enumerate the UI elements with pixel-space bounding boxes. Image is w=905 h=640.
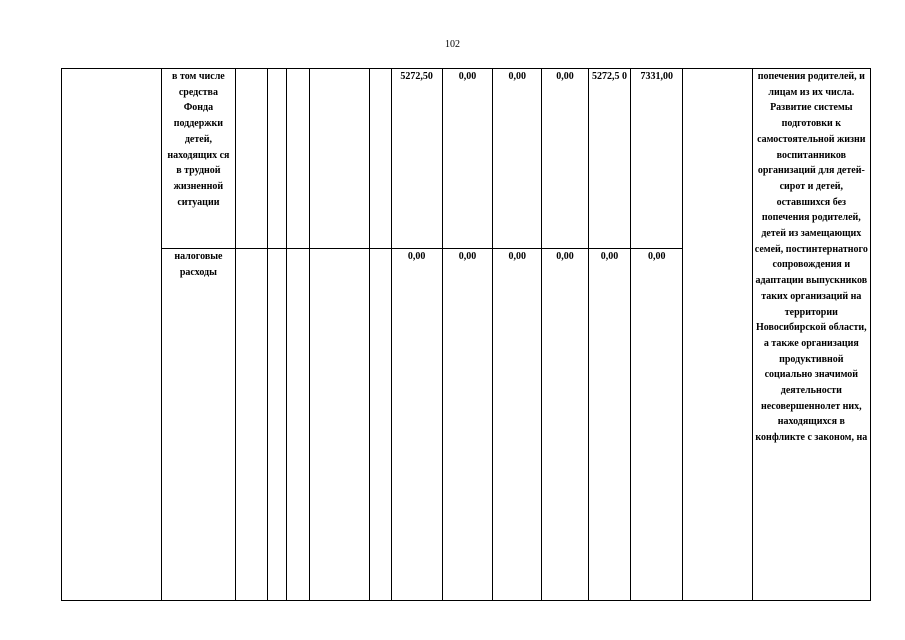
- program-name-cell: [62, 69, 162, 601]
- value-cell: 0,00: [631, 249, 683, 601]
- funding-source-cell: в том числе средства Фонда поддержки детей, находящих ся в трудной жизненной ситуации: [161, 69, 236, 249]
- empty-cell: [370, 69, 392, 249]
- empty-cell: [287, 249, 310, 601]
- value-cell: 5272,50: [391, 69, 442, 249]
- value-cell: 0,00: [442, 249, 493, 601]
- value-cell: 0,00: [542, 249, 589, 601]
- empty-cell: [268, 249, 287, 601]
- value-cell: 0,00: [588, 249, 631, 601]
- empty-cell: [236, 249, 268, 601]
- value-cell: 0,00: [442, 69, 493, 249]
- value-cell: 5272,5 0: [588, 69, 631, 249]
- empty-cell: [287, 69, 310, 249]
- empty-cell: [236, 69, 268, 249]
- budget-table: [61, 68, 871, 601]
- value-cell: 0,00: [391, 249, 442, 601]
- table-row: [62, 69, 871, 249]
- value-cell: 7331,00: [631, 69, 683, 249]
- empty-cell: [309, 69, 369, 249]
- empty-cell: [370, 249, 392, 601]
- expected-result-cell: попечения родителей, и лицам из их числа. Развитие системы подготовки к самостоятельной жизни воспитанников организаций для детей-сирот и детей, оставшихся без попечения родителей, детей из замещающих семей, постинтернатного сопровождения и адаптации выпускников таких организаций на территории Новосибирской области, а также организация продуктивной социально значимой деятельности несовершеннолет них, находящихся в конфликте с законом, на: [752, 69, 870, 601]
- executor-cell: [683, 69, 752, 601]
- value-cell: 0,00: [493, 249, 542, 601]
- funding-source-cell: налоговые расходы: [161, 249, 236, 601]
- page-number: 102: [445, 39, 460, 50]
- value-cell: 0,00: [493, 69, 542, 249]
- value-cell: 0,00: [542, 69, 589, 249]
- empty-cell: [309, 249, 369, 601]
- empty-cell: [268, 69, 287, 249]
